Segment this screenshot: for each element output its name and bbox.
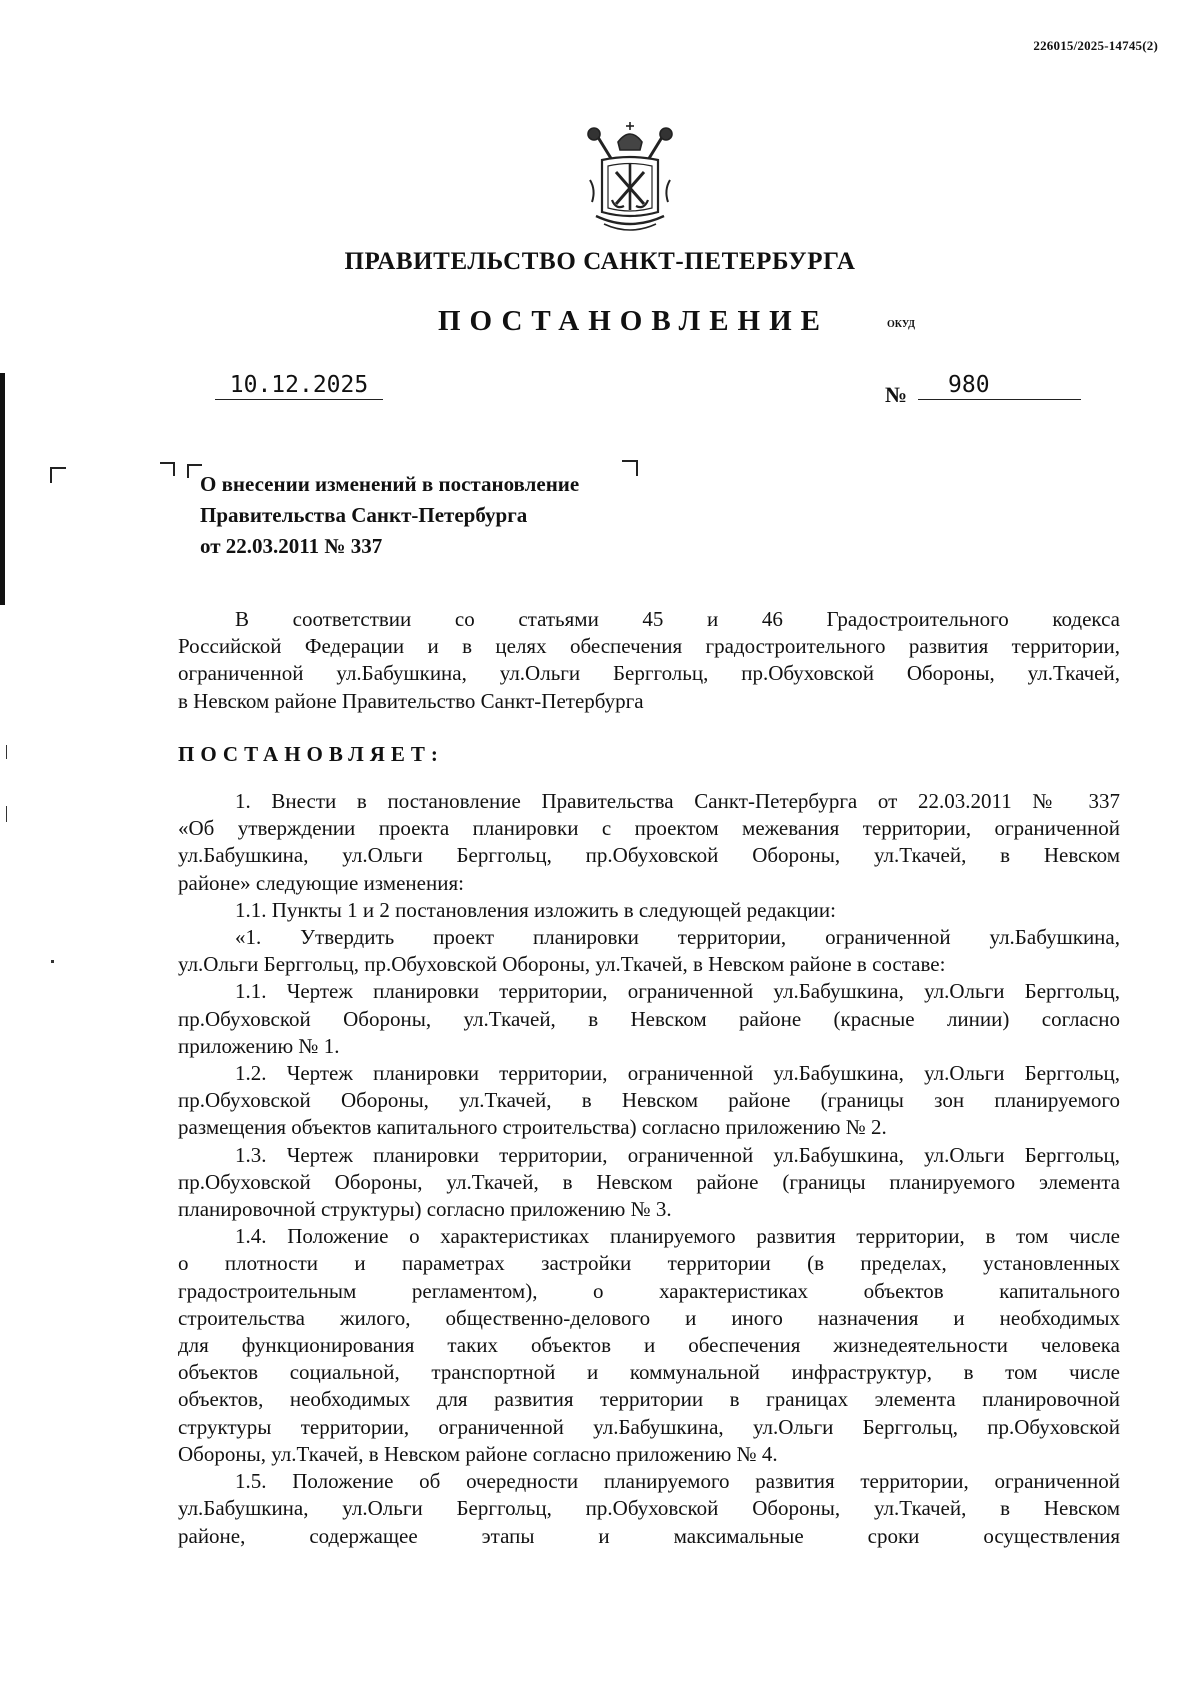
- paragraph-line: для функционирования таких объектов и обеспечения жизнедеятельности человека: [178, 1333, 1120, 1358]
- paragraph-line: Обороны, ул.Ткачей, в Невском районе согласно приложению № 4.: [178, 1441, 778, 1466]
- subject-line: О внесении изменений в постановление: [200, 472, 580, 496]
- paragraph-line: 1. Внести в постановление Правительства Санкт-Петербурга от 22.03.2011 № 337: [235, 789, 1120, 814]
- paragraph-line: ул.Бабушкина, ул.Ольги Берггольц, пр.Обуховской Обороны, ул.Ткачей, в Невском: [178, 843, 1120, 868]
- coat-of-arms-icon: [582, 120, 678, 240]
- paragraph-line: структуры территории, ограниченной ул.Бабушкина, ул.Ольги Берггольц, пр.Обуховской: [178, 1414, 1120, 1439]
- paragraph-line: о плотности и параметрах застройки территории (в пределах, установленных: [178, 1251, 1120, 1276]
- paragraph-line: пр.Обуховской Обороны, ул.Ткачей, в Невском районе (границы планируемого элемента: [178, 1169, 1120, 1194]
- subject-line: от 22.03.2011 № 337: [200, 534, 383, 558]
- paragraph-line: ул.Ольги Берггольц, пр.Обуховской Обороны, ул.Ткачей, в Невском районе в составе:: [178, 952, 946, 977]
- resolves-heading: ПОСТАНОВЛЯЕТ:: [178, 741, 444, 766]
- paragraph-line: размещения объектов капитального строительства) согласно приложению № 2.: [178, 1115, 887, 1140]
- paragraph-line: объектов, необходимых для развития территории в границах элемента планировочной: [178, 1387, 1120, 1412]
- preamble-line: Российской Федерации и в целях обеспечения градостроительного развития территории,: [178, 634, 1120, 659]
- preamble-line: ограниченной ул.Бабушкина, ул.Ольги Берггольц, пр.Обуховской Обороны, ул.Ткачей,: [178, 661, 1120, 686]
- paragraph-line: «1. Утвердить проект планировки территории, ограниченной ул.Бабушкина,: [235, 925, 1120, 950]
- paragraph-line: 1.1. Пункты 1 и 2 постановления изложить в следующей редакции:: [235, 897, 836, 922]
- document-registration-number: 226015/2025-14745(2): [1033, 38, 1158, 53]
- paragraph-line: планировочной структуры) согласно приложению № 3.: [178, 1197, 672, 1222]
- government-name: ПРАВИТЕЛЬСТВО САНКТ-ПЕТЕРБУРГА: [344, 248, 856, 275]
- paragraph-line: объектов социальной, транспортной и коммунальной инфраструктур, в том числе: [178, 1360, 1120, 1385]
- paragraph-line: 1.5. Положение об очередности планируемого развития территории, ограниченной: [235, 1469, 1120, 1494]
- paragraph-line: строительства жилого, общественно-делового и иного назначения и необходимых: [178, 1305, 1120, 1330]
- paragraph-line: «Об утверждении проекта планировки с проектом межевания территории, ограниченной: [178, 816, 1120, 841]
- paragraph-line: районе, содержащее этапы и максимальные сроки осуществления: [178, 1523, 1120, 1548]
- preamble-line: В соответствии со статьями 45 и 46 Градостроительного кодекса: [235, 607, 1120, 631]
- okud-label: ОКУД: [887, 319, 916, 330]
- paragraph-line: 1.3. Чертеж планировки территории, ограниченной ул.Бабушкина, ул.Ольги Берггольц,: [235, 1142, 1120, 1167]
- paragraph-line: пр.Обуховской Обороны, ул.Ткачей, в Невском районе (границы зон планируемого: [178, 1088, 1120, 1113]
- paragraph-line: градостроительным регламентом), о характеристиках объектов капитального: [178, 1278, 1120, 1303]
- paragraph-line: 1.2. Чертеж планировки территории, ограниченной ул.Бабушкина, ул.Ольги Берггольц,: [235, 1061, 1120, 1086]
- scan-margin-bar: [0, 373, 5, 605]
- paragraph-line: 1.1. Чертеж планировки территории, ограниченной ул.Бабушкина, ул.Ольги Берггольц,: [235, 979, 1120, 1004]
- paragraph-line: районе» следующие изменения:: [178, 870, 464, 895]
- paragraph-line: ул.Бабушкина, ул.Ольги Берггольц, пр.Обуховской Обороны, ул.Ткачей, в Невском: [178, 1496, 1120, 1521]
- decree-date: 10.12.2025: [215, 372, 383, 400]
- decree-subject: [200, 469, 579, 562]
- document-type-title: ПОСТАНОВЛЕНИЕ: [438, 305, 830, 337]
- decree-number-label: №: [885, 382, 908, 407]
- paragraph-line: пр.Обуховской Обороны, ул.Ткачей, в Невском районе (красные линии) согласно: [178, 1006, 1120, 1031]
- paragraph-line: 1.4. Положение о характеристиках планируемого развития территории, в том числе: [235, 1224, 1120, 1249]
- decree-body: [178, 606, 1120, 1550]
- preamble-line: в Невском районе Правительство Санкт-Петербурга: [178, 688, 644, 713]
- subject-line: Правительства Санкт-Петербурга: [200, 503, 528, 527]
- paragraph-line: приложению № 1.: [178, 1033, 340, 1058]
- decree-number: 980: [918, 372, 1081, 400]
- coat-of-arms-emblem: [582, 120, 678, 240]
